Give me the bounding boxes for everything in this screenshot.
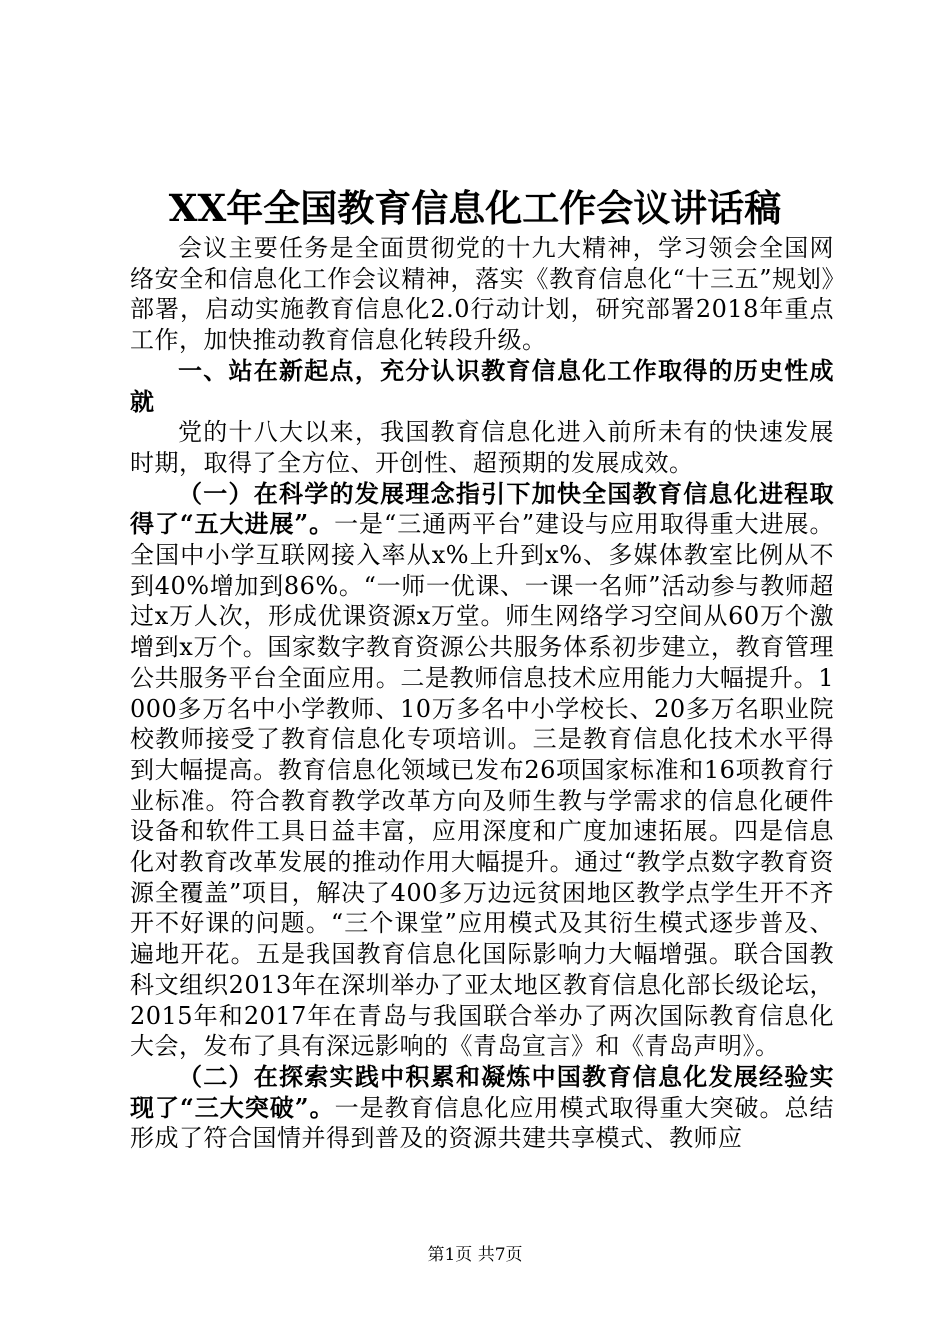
paragraph-text: 党的十八大以来，我国教育信息化进入前所未有的快速发展时期，取得了全方位、开创性、超预期的发展成效。 [130, 418, 834, 477]
paragraph-text: 一是教育信息化应用模式取得重大突破。总结形成了符合国情并得到普及的资源共建共享模式、教师应 [130, 1093, 835, 1153]
document-title: XX年全国教育信息化工作会议讲话稿 [168, 186, 782, 230]
section-heading-1 [130, 356, 834, 417]
subsection-heading-1: （一）在科学的发展理念指引下加快全国教育信息化进程取得了“五大进展”。 [130, 478, 834, 539]
paragraph-subsection-1 [130, 479, 834, 1062]
heading-text: 一、站在新起点，充分认识教育信息化工作取得的历史性成就 [130, 355, 834, 416]
paragraph-section-1-intro [130, 417, 834, 478]
subsection-heading-2: （二）在探索实践中积累和凝炼中国教育信息化发展经验实现了“三大突破”。 [130, 1061, 834, 1122]
paragraph-intro [130, 233, 834, 356]
document-body [130, 233, 834, 1154]
paragraph-text: 会议主要任务是全面贯彻党的十九大精神，学习领会全国网络安全和信息化工作会议精神，落实《教育信息化“十三五”规划》部署，启动实施教育信息化2.0行动计划，研究部署2018年重点工作，加快推动教育信息化转段升级。 [130, 234, 834, 355]
page-footer: 第1页 共7页 [427, 1245, 523, 1265]
paragraph-subsection-2 [130, 1062, 834, 1154]
paragraph-text: 一是“三通两平台”建设与应用取得重大进展。全国中小学互联网接入率从x%上升到x%、多媒体教室比例从不到40%增加到86%。“一师一优课、一课一名师”活动参与教师超过x万人次，形成优课资源x万堂。师生网络学习空间从60万个激增到x万个。国家数字教育资源公共服务体系初步建立，教育管理公共服务平台全面应用。二是教师信息技术应用能力大幅提升。1000多万名中小学教师、10万多名中小学校长、20多万名职业院校教师接受了教育信息化专项培训。三是教育信息化技术水平得到大幅提高。教育信息化领域已发布26项国家标准和16项教育行业标准。符合教育教学改革方向及师生教与学需求的信息化硬件设备和软件工具日益丰富，应用深度和广度加速拓展。四是信息化对教育改革发展的推动作用大幅提升。通过“教学点数字教育资源全覆盖”项目，解决了400多万边远贫困地区教学点学生开不齐开不好课的问题。“三个课堂”应用模式及其衍生模式逐步普及、遍地开花。五是我国教育信息化国际影响力大幅增强。联合国教科文组织2013年在深圳举办了亚太地区教育信息化部长级论坛，2015年和2017年在青岛与我国联合举办了两次国际教育信息化大会，发布了具有深远影响的《青岛宣言》和《青岛声明》。 [130, 510, 835, 1061]
